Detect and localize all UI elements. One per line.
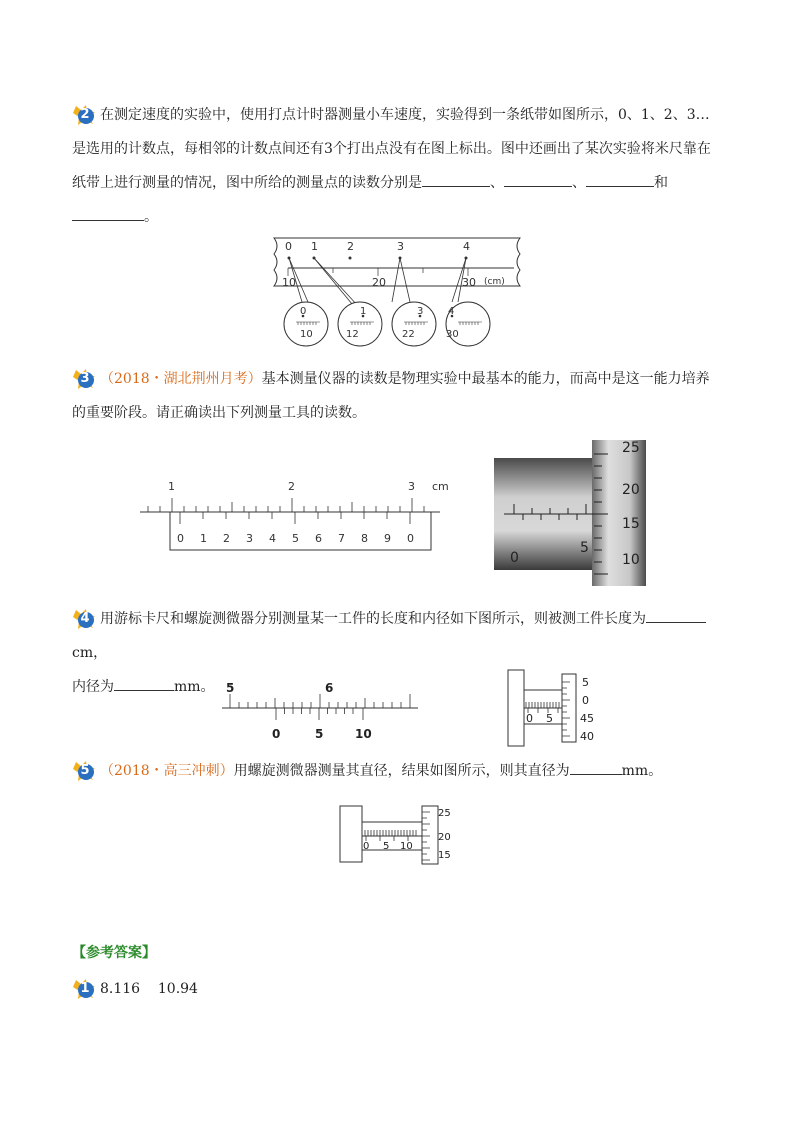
answer-blank-length[interactable] [646, 608, 706, 623]
answer-1 [72, 978, 198, 1000]
answer-number: 1 [80, 981, 90, 996]
question-number-badge [72, 368, 98, 390]
main-scale-label: 2 [288, 480, 295, 493]
question-source: （2018・高三冲刺） [100, 763, 234, 779]
sleeve-label: 5 [546, 712, 553, 725]
main-scale-label: 3 [408, 480, 415, 493]
vernier-label: 9 [384, 532, 391, 545]
vernier-caliper-small-figure [222, 680, 422, 742]
sleeve-label: 10 [400, 841, 413, 852]
vernier-label: 3 [246, 532, 253, 545]
ruler-label: 20 [372, 276, 386, 289]
micrometer-photo-figure [494, 440, 646, 586]
question-text: 内径为 [72, 679, 114, 695]
answers-heading: 【参考答案】 [72, 945, 156, 961]
question-source: （2018・湖北荆州月考） [100, 371, 262, 387]
question-number: 2 [80, 107, 90, 122]
question-number: 3 [80, 371, 90, 386]
sleeve-label: 0 [363, 841, 370, 852]
point-label: 0 [285, 240, 292, 253]
question-number: 4 [80, 611, 90, 626]
sleeve-label: 5 [383, 841, 390, 852]
question-text: 用游标卡尺和螺旋测微器分别测量某一工件的长度和内径如下图所示，则被测工件长度为 [100, 611, 646, 627]
vernier-label: 0 [407, 532, 414, 545]
question-number-badge [72, 608, 98, 630]
separator: 、 [490, 175, 504, 191]
zoom-top-label: 1 [360, 306, 367, 317]
thimble-label: 15 [438, 850, 451, 861]
sleeve-label: 5 [580, 540, 589, 556]
thimble-label: 10 [622, 552, 640, 568]
separator: 、 [572, 175, 586, 191]
vernier-label: 0 [272, 727, 281, 741]
zoom-top-label: 3 [417, 306, 424, 317]
tape-point [349, 257, 352, 260]
point-label: 4 [463, 240, 470, 253]
main-scale-label: 1 [168, 480, 175, 493]
sleeve-label: 0 [510, 550, 519, 566]
zoom-bottom-label: 10 [300, 329, 313, 340]
question-5 [72, 754, 722, 788]
paper-tape-figure [262, 236, 527, 348]
vernier-label: 1 [200, 532, 207, 545]
main-scale-label: 6 [325, 681, 334, 695]
vernier-label: 8 [361, 532, 368, 545]
thimble-label: 5 [582, 676, 589, 689]
ruler-unit: (cm) [484, 277, 505, 287]
answer-text: 8.116 10.94 [100, 981, 198, 997]
answer-blank-diameter[interactable] [570, 760, 622, 775]
thimble-label: 15 [622, 516, 640, 532]
answer-blank-1[interactable] [422, 172, 490, 187]
zoom-top-label: 0 [300, 306, 307, 317]
vernier-label: 2 [223, 532, 230, 545]
main-scale-label: 5 [226, 681, 235, 695]
point-label: 3 [397, 240, 404, 253]
conjunction: 和 [654, 175, 668, 191]
thimble-label: 40 [580, 730, 594, 743]
micrometer-figure [506, 668, 606, 748]
vernier-label: 6 [315, 532, 322, 545]
thimble-label: 0 [582, 694, 589, 707]
unit-text: mm。 [174, 679, 215, 695]
vernier-label: 5 [315, 727, 324, 741]
thimble-label: 20 [438, 832, 451, 843]
thimble-label: 25 [622, 440, 640, 456]
answer-number-badge [72, 978, 98, 1000]
vernier-label: 0 [177, 532, 184, 545]
ruler-label: 10 [282, 276, 296, 289]
question-2 [72, 98, 722, 234]
micrometer-figure-q5 [338, 804, 462, 866]
vernier-caliper-figure [140, 476, 455, 552]
question-3 [72, 362, 722, 430]
point-label: 2 [347, 240, 354, 253]
answer-blank-diameter[interactable] [114, 676, 174, 691]
zoom-top-label: 4 [448, 306, 455, 317]
question-text: 在测定速度的实验中，使用打点计时器测量小车速度，实验得到一条纸带如图所示，0、1、2、3…是选用的计数点，每相邻的计数点间还有3个打出点没有在图上标出。图中还画出了某次实验将米尺靠在纸带上进行测量的情况，图中所给的测量点的读数分别是 [72, 107, 711, 191]
sleeve-label: 0 [526, 712, 533, 725]
question-text: 用螺旋测微器测量其直径，结果如图所示，则其直径为 [233, 763, 570, 779]
unit-text: cm， [72, 645, 108, 661]
question-number-badge [72, 104, 98, 126]
answer-blank-4[interactable] [72, 206, 144, 221]
answer-blank-2[interactable] [504, 172, 572, 187]
question-number: 5 [80, 763, 90, 778]
period: 。 [144, 209, 158, 225]
zoom-bottom-label: 22 [402, 329, 415, 340]
thimble-label: 20 [622, 482, 640, 498]
zoom-bottom-label: 12 [346, 329, 359, 340]
scale-unit: cm [432, 480, 449, 493]
vernier-label: 4 [269, 532, 276, 545]
point-label: 1 [311, 240, 318, 253]
thimble-label: 25 [438, 808, 451, 819]
zoom-bottom-label: 30 [446, 329, 459, 340]
vernier-label: 5 [292, 532, 299, 545]
thimble-label: 45 [580, 712, 594, 725]
question-text: 基本测量仪器的读数是物理实验中最基本的能力，而高中是这一能力培养的重要阶段。请正确读出下列测量工具的读数。 [72, 371, 710, 421]
ruler-label: 30 [462, 276, 476, 289]
vernier-label: 10 [355, 727, 372, 741]
unit-text: mm。 [621, 763, 663, 779]
vernier-label: 7 [338, 532, 345, 545]
question-number-badge [72, 760, 98, 782]
answer-blank-3[interactable] [586, 172, 654, 187]
